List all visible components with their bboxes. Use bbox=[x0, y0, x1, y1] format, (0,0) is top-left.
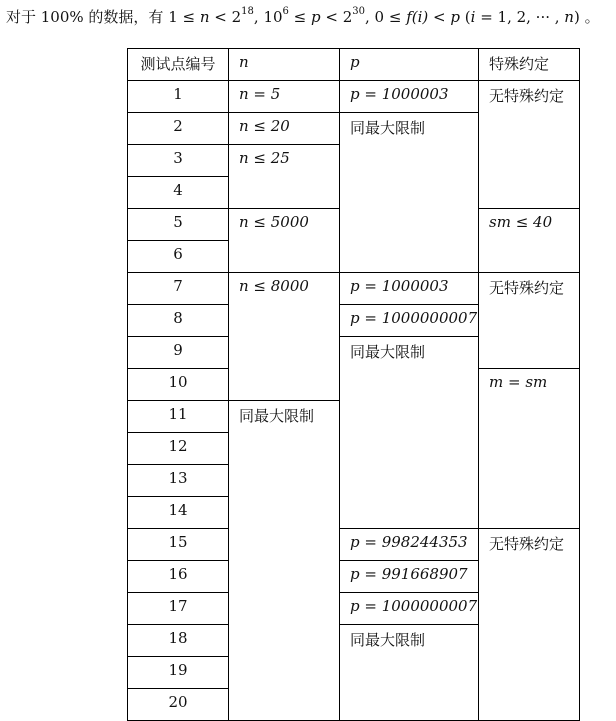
p-cell: p = 1000003 bbox=[340, 81, 479, 113]
test-id-cell: 7 bbox=[128, 273, 229, 305]
special-cell: 无特殊约定 bbox=[479, 81, 580, 209]
var-n: n bbox=[199, 8, 210, 26]
exp-30: 30 bbox=[352, 6, 366, 17]
header-special: 特殊约定 bbox=[479, 49, 580, 81]
intro-text-10: ) 。 bbox=[573, 8, 600, 26]
special-cell: 无特殊约定 bbox=[479, 273, 580, 369]
p-cell: p = 991668907 bbox=[340, 561, 479, 593]
var-n-2: n bbox=[564, 8, 574, 26]
intro-text-2: < 2 bbox=[209, 8, 242, 26]
subtask-table bbox=[127, 48, 580, 721]
n-cell: n = 5 bbox=[229, 81, 340, 113]
exp-6: 6 bbox=[282, 6, 289, 17]
test-id-cell: 16 bbox=[128, 561, 229, 593]
test-id-cell: 19 bbox=[128, 657, 229, 689]
intro-text-6: , 0 ≤ bbox=[365, 8, 407, 26]
p-cell: 同最大限制 bbox=[340, 625, 479, 721]
n-cell: 同最大限制 bbox=[229, 401, 340, 721]
test-id-cell: 12 bbox=[128, 433, 229, 465]
p-cell: 同最大限制 bbox=[340, 113, 479, 273]
test-id-cell: 8 bbox=[128, 305, 229, 337]
test-id-cell: 5 bbox=[128, 209, 229, 241]
intro-text-9: = 1, 2, ··· , bbox=[475, 8, 565, 26]
var-i: i bbox=[470, 8, 476, 26]
p-cell: 同最大限制 bbox=[340, 337, 479, 529]
intro-text-4: ≤ bbox=[288, 8, 312, 26]
test-id-cell: 1 bbox=[128, 81, 229, 113]
special-cell: sm ≤ 40 bbox=[479, 209, 580, 273]
header-p: p bbox=[340, 49, 479, 81]
header-n: n bbox=[229, 49, 340, 81]
n-cell: n ≤ 8000 bbox=[229, 273, 340, 401]
test-id-cell: 14 bbox=[128, 497, 229, 529]
var-p: p bbox=[311, 8, 321, 26]
test-id-cell: 2 bbox=[128, 113, 229, 145]
p-cell: p = 1000000007 bbox=[340, 593, 479, 625]
special-cell: m = sm bbox=[479, 369, 580, 529]
test-id-cell: 11 bbox=[128, 401, 229, 433]
var-p-2: p bbox=[450, 8, 460, 26]
test-id-cell: 20 bbox=[128, 689, 229, 721]
p-cell: p = 998244353 bbox=[340, 529, 479, 561]
test-id-cell: 17 bbox=[128, 593, 229, 625]
var-f: f(i) bbox=[406, 8, 429, 26]
table-row bbox=[128, 81, 580, 113]
intro-text-1: 对于 100% 的数据，有 1 ≤ bbox=[6, 8, 200, 26]
special-cell: 无特殊约定 bbox=[479, 529, 580, 721]
header-test-id: 测试点编号 bbox=[128, 49, 229, 81]
n-cell: n ≤ 20 bbox=[229, 113, 340, 145]
intro-text-3: , 10 bbox=[253, 8, 283, 26]
test-id-cell: 9 bbox=[128, 337, 229, 369]
test-id-cell: 3 bbox=[128, 145, 229, 177]
intro-text-7: < bbox=[428, 8, 451, 26]
p-cell: p = 1000000007 bbox=[340, 305, 479, 337]
table-row bbox=[128, 529, 580, 561]
intro-text-8: ( bbox=[459, 8, 471, 26]
test-id-cell: 4 bbox=[128, 177, 229, 209]
test-id-cell: 13 bbox=[128, 465, 229, 497]
intro-text-5: < 2 bbox=[320, 8, 353, 26]
constraints-intro bbox=[6, 2, 612, 32]
test-id-cell: 18 bbox=[128, 625, 229, 657]
test-id-cell: 10 bbox=[128, 369, 229, 401]
table-row bbox=[128, 273, 580, 305]
p-cell: p = 1000003 bbox=[340, 273, 479, 305]
n-cell: n ≤ 25 bbox=[229, 145, 340, 209]
exp-18: 18 bbox=[241, 6, 254, 17]
table-header-row bbox=[128, 49, 580, 81]
test-id-cell: 15 bbox=[128, 529, 229, 561]
n-cell: n ≤ 5000 bbox=[229, 209, 340, 273]
test-id-cell: 6 bbox=[128, 241, 229, 273]
